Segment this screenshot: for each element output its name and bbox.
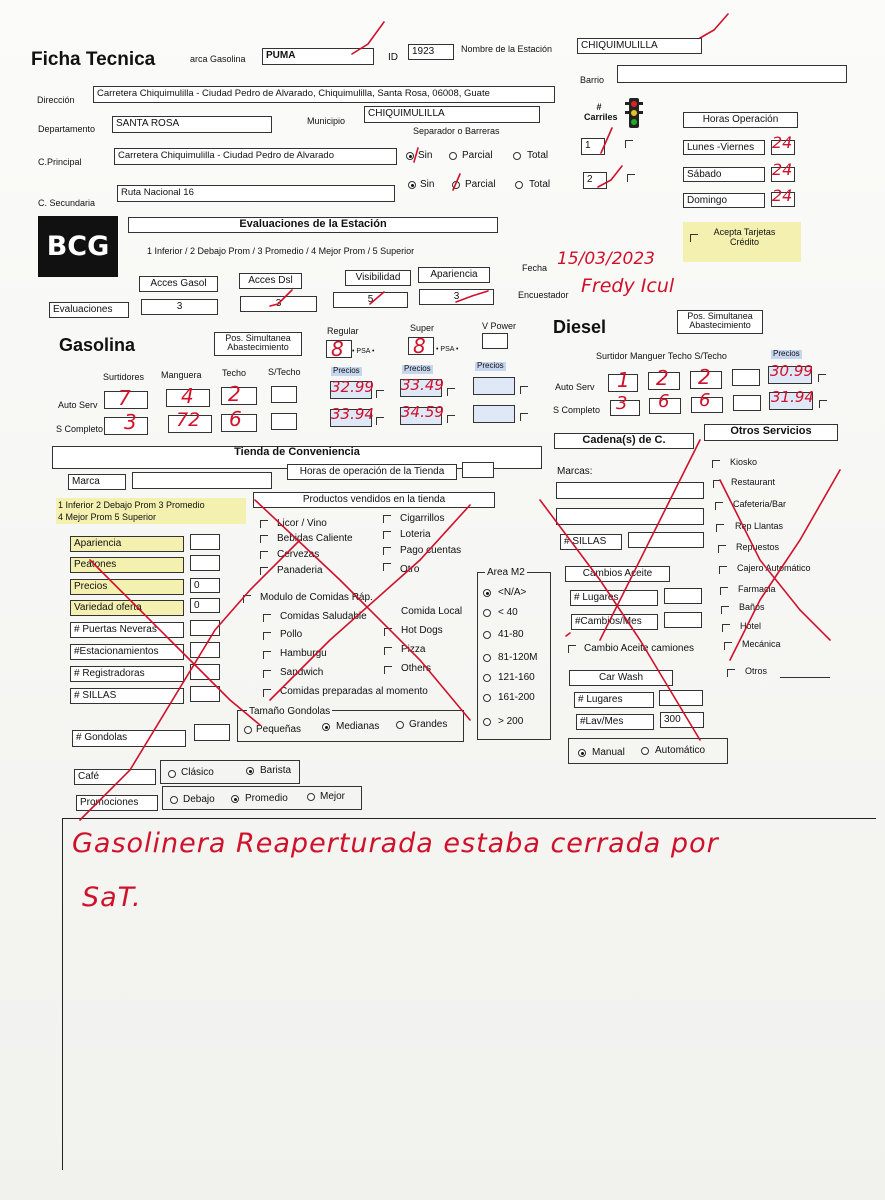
gas-comp-super-value: 34.59: [401, 403, 444, 421]
visibilidad-label: Visibilidad: [345, 270, 411, 286]
prod-loteria-label: Loteria: [400, 529, 431, 540]
fecha-label: Fecha: [522, 263, 548, 273]
area-label: Area M2: [487, 567, 525, 578]
acces-dsl-label: Acces Dsl: [239, 273, 302, 289]
nombre-field[interactable]: CHIQUIMULILLA: [577, 38, 702, 54]
dsl-comp-label: S Completo: [553, 405, 601, 415]
prod-bebidas-label: Bebidas Caliente: [277, 533, 353, 544]
dsl-pos-sim-label: Pos. Simultanea Abastecimiento: [677, 310, 763, 334]
dsl-auto-label: Auto Serv: [555, 382, 595, 392]
horas-domingo-value: 24: [772, 186, 793, 205]
area-200-label: 161-200: [498, 692, 535, 703]
tienda-row-puertas: # Puertas Neveras: [70, 622, 184, 638]
marca-field[interactable]: PUMA: [262, 48, 374, 65]
bcg-logo: BCG: [38, 216, 118, 277]
cadena-sillas-label: # SILLAS: [560, 534, 622, 550]
horas-lunes-label: Lunes -Viernes: [683, 140, 765, 155]
sep2-parcial-label: Parcial: [465, 179, 496, 190]
eval-acces-dsl-field[interactable]: 3: [240, 296, 317, 312]
vpower-precios-label: Precios: [477, 361, 504, 370]
tienda-row-sillas: # SILLAS: [70, 688, 184, 704]
carwash-label: Car Wash: [569, 670, 673, 686]
gas-auto-regular-value: 32.99: [331, 378, 374, 396]
horas-sabado-label: Sábado: [683, 167, 765, 182]
cadena-marcas-label: Marcas:: [557, 466, 593, 477]
area-mas200-label: > 200: [498, 716, 524, 727]
gas-auto-surt-value: 7: [118, 386, 131, 410]
psa-label-2: • PSA •: [436, 346, 459, 353]
otros-otros-label: Otros: [745, 666, 768, 676]
regular-label: Regular: [327, 326, 359, 336]
cambios-aceite-label: Cambios Aceite: [565, 566, 670, 582]
carriles-1-field[interactable]: 1: [581, 138, 605, 155]
regular-precios-label: Precios: [333, 366, 360, 375]
dsl-comp-surt-value: 3: [616, 393, 628, 414]
notes-line-2: SaT.: [82, 882, 142, 913]
productos-label: Productos vendidos en la tienda: [253, 492, 495, 508]
promociones-label: Promociones: [76, 795, 158, 811]
dsl-auto-mang-value: 2: [656, 366, 669, 390]
otros-repuestos-label: Repuestos: [736, 542, 780, 552]
tienda-row-estacionamientos: #Estacionamientos: [70, 644, 184, 660]
carwash-auto-label: Automático: [655, 745, 706, 756]
eval-acces-gasol-field[interactable]: 3: [141, 299, 218, 315]
fecha-value: 15/03/2023: [557, 249, 655, 269]
otros-restaurant-label: Restaurant: [731, 477, 776, 487]
area-80-label: 41-80: [498, 629, 524, 640]
horas-sabado-value: 24: [772, 160, 793, 179]
eval-title: Evaluaciones de la Estación: [128, 217, 498, 233]
dsl-auto-surt-value: 1: [617, 368, 630, 392]
sep2-sin-label: Sin: [420, 179, 435, 190]
nombre-label: Nombre de la Estación: [461, 44, 553, 54]
gondola-pequenas-label: Pequeñas: [256, 724, 302, 735]
tamano-label: Tamaño Gondolas: [249, 706, 331, 717]
dsl-comp-techo-value: 6: [699, 390, 711, 411]
vpower-label: V Power: [482, 321, 517, 331]
tienda-variedad-field[interactable]: 0: [190, 598, 220, 613]
gas-auto-techo-value: 2: [228, 382, 241, 406]
gas-comp-regular-value: 33.94: [331, 405, 374, 423]
gas-col-techo: Techo: [222, 368, 247, 378]
comida-local-label: Comida Local: [401, 606, 463, 617]
carriles-2-field[interactable]: 2: [583, 172, 607, 189]
area-120-label: 81-120M: [498, 652, 538, 663]
tienda-gondolas-label: # Gondolas: [72, 730, 186, 747]
cambios-lugares-label: # Lugares: [570, 590, 658, 606]
carriles-label: # Carriles: [584, 102, 618, 122]
eval-scale: 1 Inferior / 2 Debajo Prom / 3 Promedio / 4 Mejor Prom / 5 Superior: [147, 246, 415, 256]
sep1-parcial-label: Parcial: [462, 150, 493, 161]
tienda-scale-2: 4 Mejor Prom 5 Superior: [58, 512, 157, 522]
super-pos-value: 8: [413, 334, 426, 358]
gas-col-surtidores: Surtidores: [103, 372, 145, 382]
super-label: Super: [410, 323, 435, 333]
dsl-auto-precio-value: 30.99: [770, 362, 813, 380]
barrio-label: Barrio: [580, 75, 605, 85]
cprincipal-field[interactable]: Carretera Chiquimulilla - Ciudad Pedro de Alvarado: [114, 148, 397, 165]
otros-kiosko-label: Kiosko: [730, 457, 758, 467]
gas-auto-super-value: 33.49: [401, 376, 444, 394]
notes-line-1: Gasolinera Reaperturada estaba cerrada por: [72, 828, 719, 859]
municipio-field[interactable]: CHIQUIMULILLA: [364, 106, 540, 123]
diesel-title: Diesel: [553, 317, 607, 337]
tienda-title-text: Tienda de Conveniencia: [234, 446, 360, 458]
gondola-grandes-label: Grandes: [409, 719, 448, 730]
prod-cervezas-label: Cervezas: [277, 549, 320, 560]
comida-preparadas-label: Comidas preparadas al momento: [280, 686, 428, 697]
otros-farmacia-label: Farmacia: [738, 584, 776, 594]
gas-col-manguera: Manguera: [161, 370, 202, 380]
municipio-label: Municipio: [307, 116, 346, 126]
csecundaria-field[interactable]: Ruta Nacional 16: [117, 185, 395, 202]
cprincipal-label: C.Principal: [38, 157, 82, 167]
tienda-scale-1: 1 Inferior 2 Debajo Prom 3 Promedio: [58, 500, 205, 510]
area-40-label: < 40: [498, 607, 518, 618]
modulo-label: Modulo de Comidas Ráp.: [260, 592, 373, 603]
horas-lunes-value: 24: [772, 133, 793, 152]
dsl-comp-mang-value: 6: [658, 391, 670, 412]
prod-otro-label: Otro: [400, 564, 420, 575]
otros-mecanica-label: Mecánica: [742, 639, 781, 649]
gas-col-stecho: S/Techo: [268, 367, 301, 377]
sep1-sin-label: Sin: [418, 150, 433, 161]
id-field[interactable]: 1923: [408, 44, 454, 60]
super-precios-label: Precios: [404, 364, 431, 373]
id-label: ID: [388, 52, 398, 63]
evaluaciones-label: Evaluaciones: [49, 302, 129, 318]
cafe-barista-label: Barista: [260, 765, 292, 776]
otros-cajero-label: Cajero Automático: [737, 563, 811, 573]
sep2-total-label: Total: [529, 179, 551, 190]
dsl-precios-label: Precios: [773, 349, 800, 358]
gondola-medianas-label: Medianas: [336, 721, 380, 732]
comida-pollo-label: Pollo: [280, 629, 303, 640]
eval-apariencia-field[interactable]: 3: [419, 289, 494, 305]
carwash-lugares-label: # Lugares: [574, 692, 654, 708]
tienda-precios-field[interactable]: 0: [190, 578, 220, 593]
separador-label: Separador o Barreras: [413, 126, 500, 136]
promo-debajo-label: Debajo: [183, 794, 215, 805]
departamento-field[interactable]: SANTA ROSA: [112, 116, 272, 133]
gas-comp-surt-value: 3: [124, 410, 137, 434]
promo-promedio-label: Promedio: [245, 793, 288, 804]
sep1-total-label: Total: [527, 150, 549, 161]
otros-hotel-label: Hotel: [740, 621, 762, 631]
marca-label: arca Gasolina: [190, 54, 246, 64]
tarjeta-label: Acepta Tarjetas Crédito: [713, 227, 776, 247]
prod-licor-label: Licor / Vino: [277, 518, 327, 529]
otros-cafeteria-label: Cafeteria/Bar: [733, 499, 787, 509]
cadena-title: Cadena(s) de C.: [554, 433, 694, 449]
horas-domingo-label: Domingo: [683, 193, 765, 208]
comida-hotdogs-label: Hot Dogs: [401, 625, 443, 636]
acces-gasol-label: Acces Gasol: [139, 276, 218, 292]
dsl-comp-precio-value: 31.94: [771, 388, 814, 406]
apariencia-label: Apariencia: [418, 267, 490, 283]
direccion-field[interactable]: Carretera Chiquimulilla - Ciudad Pedro de Alvarado, Chiquimulilla, Santa Rosa, 06008, Guate: [93, 86, 555, 103]
promo-mejor-label: Mejor: [320, 791, 346, 802]
encuestador-value: Fredy Icul: [581, 275, 675, 297]
gas-comp-mang-value: 72: [176, 409, 201, 431]
regular-pos-value: 8: [331, 337, 344, 361]
prod-pago-label: Pago cuentas: [400, 545, 462, 556]
prod-cigarrillos-label: Cigarrillos: [400, 513, 445, 524]
gas-auto-mang-value: 4: [181, 384, 194, 408]
tienda-row-registradoras: # Registradoras: [70, 666, 184, 682]
comida-hamburgu-label: Hamburgu: [280, 648, 327, 659]
direccion-label: Dirección: [37, 95, 75, 105]
tienda-row-apariencia: Apariencia: [70, 536, 184, 552]
prod-panaderia-label: Panaderia: [277, 565, 323, 576]
gas-auto-label: Auto Serv: [58, 400, 98, 410]
encuestador-label: Encuestador: [518, 290, 569, 300]
area-na-label: <N/A>: [498, 587, 527, 598]
area-160-label: 121-160: [498, 672, 535, 683]
lav-mes-field[interactable]: 300: [660, 712, 704, 728]
otros-banos-label: Baños: [739, 602, 765, 612]
gas-comp-label: S Completo: [56, 424, 104, 434]
otros-title: Otros Servicios: [704, 424, 838, 441]
dsl-cols-label: Surtidor Manguer Techo S/Techo: [596, 351, 727, 361]
camiones-label: Cambio Aceite camiones: [584, 643, 695, 654]
comida-sandwich-label: Sandwich: [280, 667, 324, 678]
tienda-horas-label: Horas de operación de la Tienda: [287, 464, 457, 480]
horas-title: Horas Operación: [683, 112, 798, 128]
comida-others-label: Others: [401, 663, 432, 674]
gas-comp-techo-value: 6: [229, 407, 242, 431]
tienda-row-variedad: Variedad oferta: [70, 600, 184, 616]
lav-mes-label: #Lav/Mes: [576, 714, 654, 730]
departamento-label: Departamento: [38, 124, 96, 134]
cambios-mes-label: #Cambios/Mes: [571, 614, 658, 630]
gas-pos-sim-label: Pos. Simultanea Abastecimiento: [214, 332, 302, 356]
tienda-row-peatones: Peatones: [70, 557, 184, 573]
form-title: Ficha Tecnica: [31, 49, 156, 70]
eval-visibilidad-field[interactable]: 5: [333, 292, 408, 308]
tienda-marca-label: Marca: [68, 474, 126, 490]
carwash-manual-label: Manual: [592, 747, 625, 758]
tienda-row-precios: Precios: [70, 579, 184, 595]
cafe-clasico-label: Clásico: [181, 767, 214, 778]
psa-label-1: • PSA •: [352, 348, 375, 355]
comida-saludable-label: Comidas Saludable: [280, 611, 367, 622]
dsl-auto-techo-value: 2: [698, 365, 711, 389]
gasolina-title: Gasolina: [59, 335, 136, 355]
comida-pizza-label: Pizza: [401, 644, 426, 655]
otros-llantas-label: Rep Llantas: [735, 521, 784, 531]
csecundaria-label: C. Secundaria: [38, 198, 96, 208]
cafe-label: Café: [74, 769, 156, 785]
